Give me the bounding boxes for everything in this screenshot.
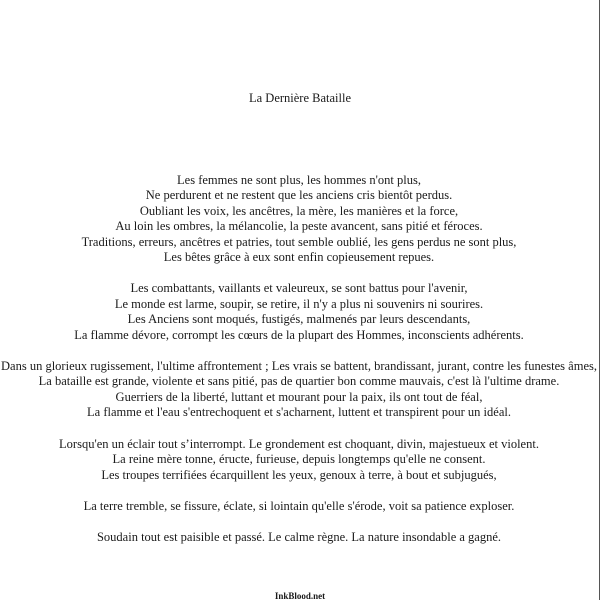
poem-line: La flamme dévore, corrompt les cœurs de la plupart des Hommes, inconscients adhérents. — [74, 327, 524, 342]
stanza — [0, 499, 598, 514]
poem-line: La reine mère tonne, éructe, furieuse, depuis longtemps qu'elle ne consent. — [112, 452, 486, 467]
poem-line: La terre tremble, se fissure, éclate, si lointain qu'elle s'érode, voit sa patience exploser. — [83, 498, 515, 513]
poem-line: Oubliant les voix, les ancêtres, la mère, les manières et la force, — [139, 203, 459, 218]
footer-site-name: InkBlood.net — [274, 591, 326, 600]
poem-line: Guerriers de la liberté, luttant et mourant pour la paix, ils ont tout de féal, — [115, 389, 483, 404]
poem-line: Dans un glorieux rugissement, l'ultime affrontement ; Les vrais se battent, brandissant, jurant, contre les funestes âmes, — [1, 359, 597, 374]
stanza — [0, 281, 598, 343]
poem-body — [0, 173, 598, 562]
poem-line: Traditions, erreurs, ancêtres et patries, tout semble oublié, les gens perdus ne sont plus, — [81, 234, 517, 249]
stanza — [0, 437, 598, 483]
stanza — [0, 359, 598, 421]
poem-line: Les combattants, vaillants et valeureux, se sont battus pour l'avenir, — [130, 281, 468, 296]
poem-line: Les Anciens sont moqués, fustigés, malmenés par leurs descendants, — [127, 312, 471, 327]
poem-line: Au loin les ombres, la mélancolie, la peste avancent, sans pitié et féroces. — [115, 219, 483, 234]
poem-line: Les bêtes grâce à eux sont enfin copieusement repues. — [163, 250, 435, 265]
poem-line: La flamme et l'eau s'entrechoquent et s'acharnent, luttent et transpirent pour un idéal. — [87, 405, 511, 420]
poem-line: Lorsqu'en un éclair tout s’interrompt. Le grondement est choquant, divin, majestueux et violent. — [59, 436, 539, 451]
poem-line: Ne perdurent et ne restent que les anciens cris bientôt perdus. — [145, 188, 453, 203]
poem-line: Les troupes terrifiées écarquillent les yeux, genoux à terre, à bout et subjugués, — [101, 467, 497, 482]
stanza — [0, 173, 598, 265]
stanza — [0, 530, 598, 545]
poem-line: Soudain tout est paisible et passé. Le calme règne. La nature insondable a gagné. — [96, 530, 502, 545]
poem-line: Le monde est larme, soupir, se retire, il n'y a plus ni souvenirs ni sourires. — [114, 296, 484, 311]
poem-title: La Dernière Bataille — [248, 91, 352, 105]
poem-line: La bataille est grande, violente et sans pitié, pas de quartier bon comme mauvais, c'est là l'ultime drame. — [38, 374, 560, 389]
poem-line: Les femmes ne sont plus, les hommes n'ont plus, — [177, 173, 421, 187]
